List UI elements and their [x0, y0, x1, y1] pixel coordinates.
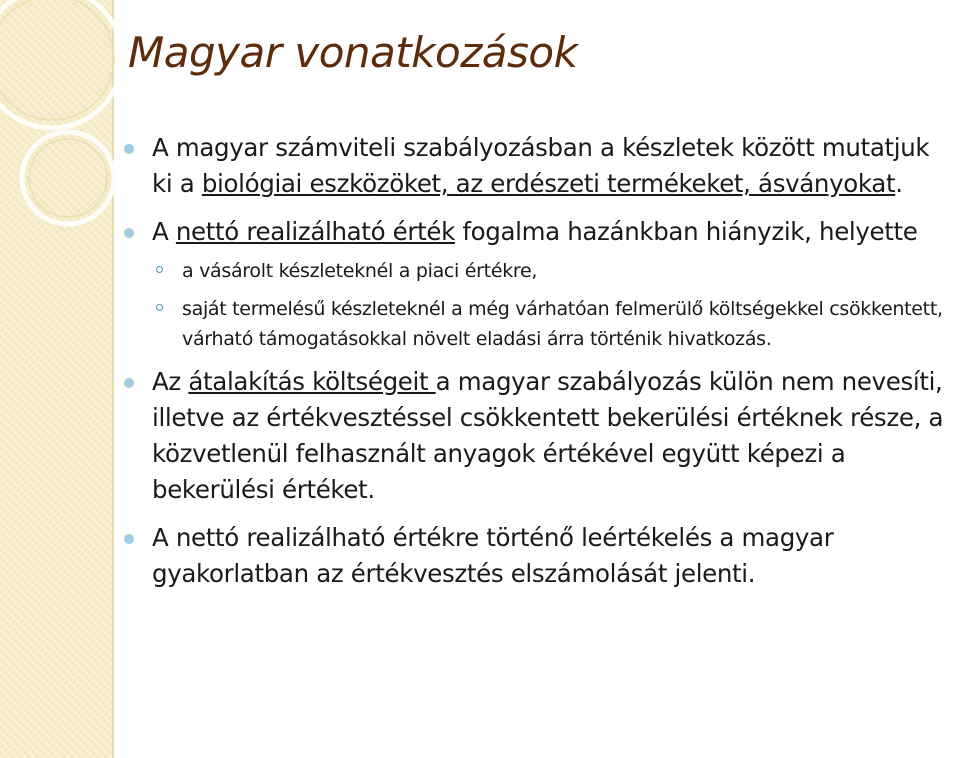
bullet-4 — [120, 520, 950, 592]
bullet-3-text-b: a magyar szabályozás külön nem nevesíti, illetve az értékvesztéssel csökkentett bekerülési értéknek része, a közvetlenül felhasznált anyagok értékével együtt képezi a bekerülési értéket. — [152, 367, 944, 504]
bullet-3-text-a: Az — [152, 367, 189, 396]
slide-content — [120, 130, 950, 592]
bullet-dot — [124, 228, 134, 238]
slide-title: Magyar vonatkozások — [128, 28, 578, 77]
bullet-3-underlined: átalakítás költségeit — [188, 367, 436, 396]
sub-bullet-2-text: saját termelésű készleteknél a még várhatóan felmerülő költségekkel csökkentett, várható támogatásokkal növelt eladási árra történik hivatkozás. — [182, 298, 943, 350]
decorative-left-band — [0, 0, 112, 758]
bullet-1-underlined: biológiai eszközöket, az erdészeti termékeket, ásványokat — [201, 169, 896, 198]
bullet-dot — [124, 534, 134, 544]
sub-bullet-dot — [156, 304, 163, 311]
bullet-4-text: A nettó realizálható értékre történő leértékelés a magyar gyakorlatban az értékvesztés elszámolását jelenti. — [152, 523, 834, 588]
bullet-1-text-b: . — [895, 169, 903, 198]
bullet-1-text-a: A magyar számviteli szabályozásban a készletek között mutatjuk ki a — [152, 133, 930, 198]
sub-bullet-2 — [120, 294, 950, 354]
decorative-band-edge — [112, 0, 114, 758]
bullet-2 — [120, 214, 950, 250]
sub-bullet-dot — [156, 266, 163, 273]
bullet-1 — [120, 130, 950, 202]
bullet-dot — [124, 378, 134, 388]
bullet-2-text-b: fogalma hazánkban hiányzik, helyette — [454, 217, 918, 246]
bullet-dot — [124, 144, 134, 154]
bullet-2-text-a: A — [152, 217, 176, 246]
bullet-3 — [120, 364, 950, 508]
bullet-2-underlined: nettó realizálható érték — [175, 217, 455, 246]
sub-bullet-1-text: a vásárolt készleteknél a piaci értékre, — [182, 260, 538, 282]
sub-bullet-1 — [120, 256, 950, 286]
